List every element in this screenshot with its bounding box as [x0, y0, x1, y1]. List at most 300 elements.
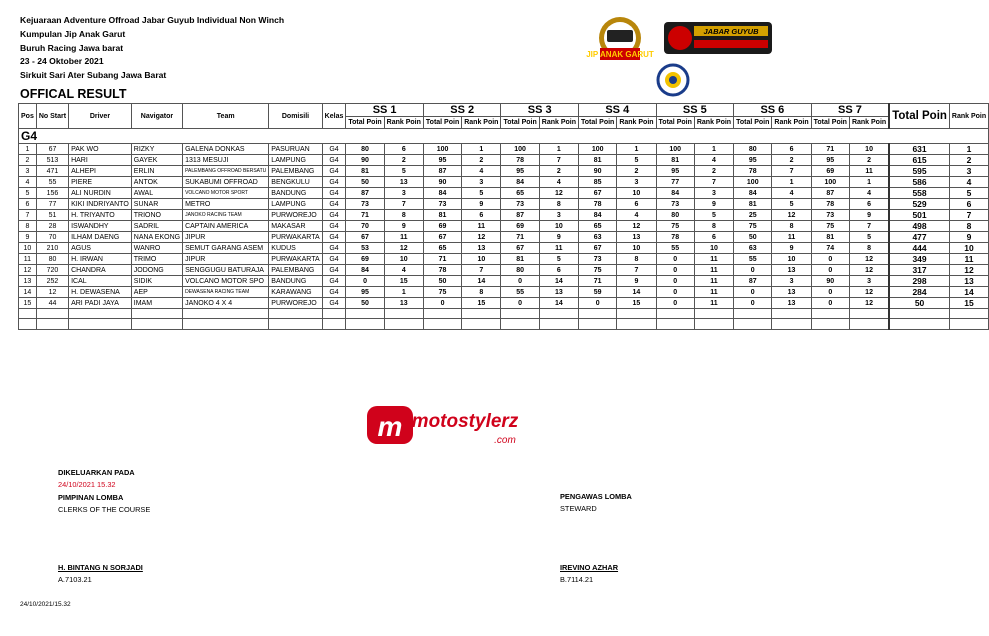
stage-rank-cell: 14	[539, 298, 578, 309]
stage-rank-cell: 11	[384, 232, 423, 243]
team-cell: JIPUR	[183, 232, 269, 243]
rank-poin-cell: 14	[949, 287, 988, 298]
start-number-cell: 12	[36, 287, 68, 298]
driver-cell: ILHAM DAENG	[69, 232, 132, 243]
rank-poin-cell: 6	[949, 199, 988, 210]
empty-cell	[36, 319, 68, 329]
stage-rank-cell: 12	[462, 232, 501, 243]
table-row	[19, 221, 989, 232]
empty-cell	[36, 309, 68, 319]
start-number-cell: 44	[36, 298, 68, 309]
stage-rank-cell: 4	[694, 155, 733, 166]
empty-cell	[69, 319, 132, 329]
stage-poin-cell: 67	[346, 232, 384, 243]
team-cell: JANOKO 4 X 4	[183, 298, 269, 309]
navigator-cell: SIDIK	[131, 276, 182, 287]
stage-poin-cell: 63	[734, 243, 772, 254]
stage-rank-poin-header: Rank Poin	[849, 117, 889, 129]
race-director-subtitle: CLERKS OF THE COURSE	[58, 504, 151, 514]
issued-date: 24/10/2021 15.32	[58, 480, 116, 490]
kelas-cell: G4	[322, 188, 346, 199]
stage-poin-cell: 90	[346, 155, 384, 166]
empty-cell	[949, 319, 988, 329]
stage-poin-cell: 0	[501, 298, 539, 309]
jabar-guyub-logo	[664, 22, 772, 54]
stage-rank-cell: 8	[539, 199, 578, 210]
stage-rank-cell: 3	[849, 276, 889, 287]
stage-rank-cell: 14	[539, 276, 578, 287]
total-poin-cell: 477	[889, 232, 949, 243]
driver-cell: AGUS	[69, 243, 132, 254]
logo-right-text: JABAR GUYUB	[703, 27, 759, 36]
event-date: 23 - 24 Oktober 2021	[20, 56, 104, 67]
stage-total-poin-header: Total Poin	[346, 117, 384, 129]
empty-cell	[734, 319, 772, 329]
empty-cell	[131, 309, 182, 319]
navigator-cell: NANA EKONG	[131, 232, 182, 243]
event-logos	[586, 14, 798, 96]
kelas-cell: G4	[322, 298, 346, 309]
stage-rank-cell: 6	[384, 144, 423, 155]
team-cell: METRO	[183, 199, 269, 210]
stage-poin-cell: 65	[501, 188, 539, 199]
stage-rank-cell: 7	[849, 221, 889, 232]
empty-cell	[384, 309, 423, 319]
empty-cell	[772, 319, 811, 329]
stage-rank-cell: 4	[539, 177, 578, 188]
stage-rank-cell: 12	[617, 221, 656, 232]
total-poin-cell: 498	[889, 221, 949, 232]
empty-cell	[772, 309, 811, 319]
empty-cell	[617, 319, 656, 329]
navigator-cell: RIZKY	[131, 144, 182, 155]
domisili-cell: KUDUS	[269, 243, 322, 254]
stage-rank-cell: 6	[849, 199, 889, 210]
stage-rank-cell: 2	[462, 155, 501, 166]
event-header	[20, 14, 284, 83]
stage-rank-cell: 9	[384, 221, 423, 232]
team-cell: CAPTAIN AMERICA	[183, 221, 269, 232]
stage-poin-cell: 50	[423, 276, 461, 287]
stage-rank-cell: 10	[384, 254, 423, 265]
start-number-cell: 156	[36, 188, 68, 199]
stage-poin-cell: 90	[811, 276, 849, 287]
stage-total-poin-header: Total Poin	[656, 117, 694, 129]
rank-poin-cell: 5	[949, 188, 988, 199]
pos-cell: 13	[19, 276, 37, 287]
team-cell: SEMUT GARANG ASEM	[183, 243, 269, 254]
stage-rank-cell: 6	[617, 199, 656, 210]
jip-anak-garut-logo	[586, 17, 654, 60]
empty-cell	[849, 319, 889, 329]
stage-rank-cell: 5	[772, 199, 811, 210]
table-row	[19, 276, 989, 287]
driver-cell: ALHEPI	[69, 166, 132, 177]
start-number-cell: 77	[36, 199, 68, 210]
stage-poin-cell: 80	[656, 210, 694, 221]
right-signature-block	[560, 491, 632, 516]
kelas-cell: G4	[322, 221, 346, 232]
stage-poin-cell: 87	[501, 210, 539, 221]
stage-rank-cell: 8	[772, 221, 811, 232]
domisili-cell: PALEMBANG	[269, 265, 322, 276]
stage-rank-cell: 13	[617, 232, 656, 243]
driver-cell: HARI	[69, 155, 132, 166]
stage-rank-cell: 9	[772, 243, 811, 254]
stage-total-poin-header: Total Poin	[811, 117, 849, 129]
pos-cell: 12	[19, 265, 37, 276]
steward-id: B.7114.21	[560, 575, 594, 585]
empty-cell	[131, 319, 182, 329]
stage-poin-cell: 50	[346, 177, 384, 188]
stage-rank-cell: 12	[849, 265, 889, 276]
table-row	[19, 166, 989, 177]
empty-cell	[889, 309, 949, 319]
stage-rank-cell: 8	[384, 210, 423, 221]
motostylerz-watermark	[365, 400, 525, 450]
stage-poin-cell: 69	[811, 166, 849, 177]
stage-rank-cell: 15	[617, 298, 656, 309]
stage-poin-cell: 80	[346, 144, 384, 155]
stage-poin-cell: 100	[656, 144, 694, 155]
stage-rank-poin-header: Rank Poin	[772, 117, 811, 129]
stage-rank-cell: 3	[694, 188, 733, 199]
driver-cell: ICAL	[69, 276, 132, 287]
stage-poin-cell: 95	[811, 155, 849, 166]
stage-rank-cell: 4	[462, 166, 501, 177]
empty-row	[19, 319, 989, 329]
domisili-cell: PURWAKARTA	[269, 254, 322, 265]
stage-rank-cell: 7	[539, 155, 578, 166]
pos-cell: 9	[19, 232, 37, 243]
team-cell: SENGGUGU BATURAJA	[183, 265, 269, 276]
right-signer	[560, 562, 618, 587]
col-total-poin: Total Poin	[889, 104, 949, 129]
domisili-cell: PALEMBANG	[269, 166, 322, 177]
stage-poin-cell: 80	[734, 144, 772, 155]
col-domisili: Domisili	[269, 104, 322, 129]
navigator-cell: ANTOK	[131, 177, 182, 188]
domisili-cell: LAMPUNG	[269, 155, 322, 166]
stage-rank-cell: 6	[539, 265, 578, 276]
domisili-cell: KARAWANG	[269, 287, 322, 298]
total-poin-cell: 586	[889, 177, 949, 188]
total-poin-cell: 631	[889, 144, 949, 155]
empty-cell	[69, 309, 132, 319]
pos-cell: 10	[19, 243, 37, 254]
stage-poin-cell: 50	[734, 232, 772, 243]
rank-poin-cell: 7	[949, 210, 988, 221]
stage-rank-cell: 1	[617, 144, 656, 155]
empty-cell	[849, 309, 889, 319]
stage-poin-cell: 87	[346, 188, 384, 199]
stage-rank-cell: 4	[849, 188, 889, 199]
total-poin-cell: 298	[889, 276, 949, 287]
stage-rank-cell: 4	[617, 210, 656, 221]
col-ss5: SS 5	[656, 104, 734, 117]
stage-rank-cell: 7	[694, 177, 733, 188]
stage-rank-cell: 5	[694, 210, 733, 221]
stage-poin-cell: 75	[656, 221, 694, 232]
pos-cell: 14	[19, 287, 37, 298]
stage-poin-cell: 67	[579, 188, 617, 199]
stage-poin-cell: 0	[501, 276, 539, 287]
rank-poin-cell: 4	[949, 177, 988, 188]
stage-poin-cell: 0	[734, 298, 772, 309]
stage-rank-cell: 11	[772, 232, 811, 243]
stage-rank-cell: 3	[539, 210, 578, 221]
navigator-cell: WANRO	[131, 243, 182, 254]
total-poin-cell: 501	[889, 210, 949, 221]
stage-poin-cell: 59	[579, 287, 617, 298]
stage-rank-cell: 11	[694, 265, 733, 276]
stage-poin-cell: 100	[501, 144, 539, 155]
total-poin-cell: 595	[889, 166, 949, 177]
stage-rank-cell: 3	[772, 276, 811, 287]
stage-rank-cell: 11	[694, 298, 733, 309]
start-number-cell: 720	[36, 265, 68, 276]
start-number-cell: 513	[36, 155, 68, 166]
stage-total-poin-header: Total Poin	[501, 117, 539, 129]
stage-rank-poin-header: Rank Poin	[617, 117, 656, 129]
stage-rank-cell: 8	[849, 243, 889, 254]
stage-poin-cell: 73	[501, 199, 539, 210]
stage-poin-cell: 95	[656, 166, 694, 177]
driver-cell: PAK WO	[69, 144, 132, 155]
stage-rank-cell: 5	[384, 166, 423, 177]
empty-cell	[501, 309, 539, 319]
stage-poin-cell: 78	[811, 199, 849, 210]
stage-poin-cell: 73	[579, 254, 617, 265]
empty-cell	[183, 309, 269, 319]
steward-subtitle: STEWARD	[560, 504, 597, 514]
empty-cell	[19, 319, 37, 329]
stage-rank-cell: 2	[384, 155, 423, 166]
stage-poin-cell: 100	[811, 177, 849, 188]
stage-rank-cell: 3	[462, 177, 501, 188]
empty-cell	[617, 309, 656, 319]
stage-poin-cell: 78	[579, 199, 617, 210]
stage-poin-cell: 0	[656, 276, 694, 287]
page-title: OFFICAL RESULT	[20, 87, 127, 101]
stage-poin-cell: 0	[656, 254, 694, 265]
stage-rank-cell: 5	[849, 232, 889, 243]
steward-name: IREVINO AZHAR	[560, 563, 619, 572]
stage-poin-cell: 81	[346, 166, 384, 177]
pos-cell: 5	[19, 188, 37, 199]
stage-poin-cell: 0	[811, 254, 849, 265]
stage-rank-cell: 1	[772, 177, 811, 188]
stage-poin-cell: 0	[656, 287, 694, 298]
pos-cell: 11	[19, 254, 37, 265]
stage-rank-cell: 12	[849, 298, 889, 309]
stage-poin-cell: 71	[423, 254, 461, 265]
stage-poin-cell: 74	[811, 243, 849, 254]
stage-poin-cell: 71	[346, 210, 384, 221]
stage-poin-cell: 81	[811, 232, 849, 243]
stage-poin-cell: 78	[656, 232, 694, 243]
table-row	[19, 298, 989, 309]
stage-poin-cell: 95	[501, 166, 539, 177]
navigator-cell: AEP	[131, 287, 182, 298]
stage-rank-cell: 13	[462, 243, 501, 254]
start-number-cell: 80	[36, 254, 68, 265]
empty-cell	[656, 319, 694, 329]
stage-poin-cell: 84	[734, 188, 772, 199]
navigator-cell: JODONG	[131, 265, 182, 276]
stage-rank-cell: 6	[462, 210, 501, 221]
stage-rank-cell: 10	[694, 243, 733, 254]
team-cell: JIPUR	[183, 254, 269, 265]
domisili-cell: BENGKULU	[269, 177, 322, 188]
stage-poin-cell: 73	[811, 210, 849, 221]
left-signer	[58, 562, 143, 587]
stage-rank-cell: 10	[462, 254, 501, 265]
stage-rank-cell: 2	[617, 166, 656, 177]
start-number-cell: 28	[36, 221, 68, 232]
rank-poin-cell: 15	[949, 298, 988, 309]
stage-rank-poin-header: Rank Poin	[462, 117, 501, 129]
stage-rank-cell: 13	[384, 177, 423, 188]
stage-poin-cell: 71	[579, 276, 617, 287]
stage-rank-cell: 5	[617, 155, 656, 166]
stage-poin-cell: 77	[656, 177, 694, 188]
domisili-cell: BANDUNG	[269, 188, 322, 199]
total-poin-cell: 444	[889, 243, 949, 254]
empty-cell	[462, 309, 501, 319]
pos-cell: 15	[19, 298, 37, 309]
stage-poin-cell: 95	[734, 155, 772, 166]
table-row	[19, 243, 989, 254]
stage-rank-cell: 1	[539, 144, 578, 155]
team-cell: 1313 MESUJI	[183, 155, 269, 166]
stage-poin-cell: 0	[423, 298, 461, 309]
stage-poin-cell: 84	[423, 188, 461, 199]
stage-poin-cell: 0	[734, 265, 772, 276]
col-ss6: SS 6	[734, 104, 812, 117]
rank-poin-cell: 3	[949, 166, 988, 177]
stage-poin-cell: 0	[734, 287, 772, 298]
team-cell: VOLCANO MOTOR SPO	[183, 276, 269, 287]
stage-poin-cell: 100	[423, 144, 461, 155]
col-ss7: SS 7	[811, 104, 889, 117]
stage-poin-cell: 87	[423, 166, 461, 177]
stage-rank-cell: 4	[772, 188, 811, 199]
stage-poin-cell: 55	[501, 287, 539, 298]
navigator-cell: IMAM	[131, 298, 182, 309]
empty-cell	[322, 309, 346, 319]
empty-cell	[346, 319, 384, 329]
stage-rank-cell: 6	[694, 232, 733, 243]
empty-cell	[579, 319, 617, 329]
stage-total-poin-header: Total Poin	[423, 117, 461, 129]
col-ss3: SS 3	[501, 104, 579, 117]
stage-poin-cell: 69	[346, 254, 384, 265]
stage-poin-cell: 75	[734, 221, 772, 232]
stage-rank-cell: 13	[539, 287, 578, 298]
driver-cell: CHANDRA	[69, 265, 132, 276]
stage-poin-cell: 84	[656, 188, 694, 199]
stage-poin-cell: 75	[811, 221, 849, 232]
empty-row	[19, 309, 989, 319]
stage-poin-cell: 55	[656, 243, 694, 254]
stage-poin-cell: 78	[423, 265, 461, 276]
domisili-cell: LAMPUNG	[269, 199, 322, 210]
kelas-cell: G4	[322, 210, 346, 221]
stage-poin-cell: 67	[423, 232, 461, 243]
col-navigator: Navigator	[131, 104, 182, 129]
stage-poin-cell: 0	[811, 265, 849, 276]
domisili-cell: PURWOREJO	[269, 298, 322, 309]
kelas-cell: G4	[322, 254, 346, 265]
venue: Sirkuit Sari Ater Subang Jawa Barat	[20, 70, 167, 81]
stage-poin-cell: 0	[346, 276, 384, 287]
stage-poin-cell: 63	[579, 232, 617, 243]
stage-poin-cell: 65	[579, 221, 617, 232]
left-signature-block	[58, 467, 150, 516]
table-row	[19, 155, 989, 166]
stage-rank-cell: 12	[849, 254, 889, 265]
empty-cell	[811, 309, 849, 319]
pos-cell: 6	[19, 199, 37, 210]
stage-poin-cell: 0	[579, 298, 617, 309]
empty-cell	[539, 319, 578, 329]
stage-rank-cell: 7	[462, 265, 501, 276]
start-number-cell: 51	[36, 210, 68, 221]
stage-poin-cell: 70	[346, 221, 384, 232]
stage-poin-cell: 25	[734, 210, 772, 221]
navigator-cell: SADRIL	[131, 221, 182, 232]
stage-rank-cell: 9	[694, 199, 733, 210]
empty-cell	[19, 309, 37, 319]
stage-poin-cell: 73	[423, 199, 461, 210]
stage-rank-cell: 13	[772, 287, 811, 298]
event-title: Kejuaraan Adventure Offroad Jabar Guyub Individual Non Winch	[20, 15, 285, 25]
total-poin-cell: 317	[889, 265, 949, 276]
stage-rank-poin-header: Rank Poin	[384, 117, 423, 129]
empty-cell	[734, 309, 772, 319]
stage-poin-cell: 75	[579, 265, 617, 276]
stage-rank-poin-header: Rank Poin	[694, 117, 733, 129]
stage-rank-cell: 8	[694, 221, 733, 232]
driver-cell: PIERE	[69, 177, 132, 188]
kelas-cell: G4	[322, 144, 346, 155]
stage-poin-cell: 85	[579, 177, 617, 188]
start-number-cell: 70	[36, 232, 68, 243]
domisili-cell: MAKASAR	[269, 221, 322, 232]
stage-rank-cell: 8	[462, 287, 501, 298]
driver-cell: ALI NURDIN	[69, 188, 132, 199]
stage-poin-cell: 100	[579, 144, 617, 155]
navigator-cell: TRIONO	[131, 210, 182, 221]
stage-rank-cell: 10	[617, 188, 656, 199]
association-seal	[658, 65, 688, 95]
navigator-cell: AWAL	[131, 188, 182, 199]
stage-rank-cell: 11	[694, 276, 733, 287]
stage-poin-cell: 71	[501, 232, 539, 243]
driver-cell: KIKI INDRIYANTO	[69, 199, 132, 210]
stage-poin-cell: 90	[579, 166, 617, 177]
stage-rank-cell: 9	[617, 276, 656, 287]
watermark-text: motostylerz	[411, 411, 519, 432]
table-row	[19, 287, 989, 298]
total-poin-cell: 529	[889, 199, 949, 210]
stage-poin-cell: 81	[501, 254, 539, 265]
rank-poin-cell: 9	[949, 232, 988, 243]
rank-poin-cell: 1	[949, 144, 988, 155]
rank-poin-cell: 13	[949, 276, 988, 287]
stage-rank-cell: 10	[849, 144, 889, 155]
